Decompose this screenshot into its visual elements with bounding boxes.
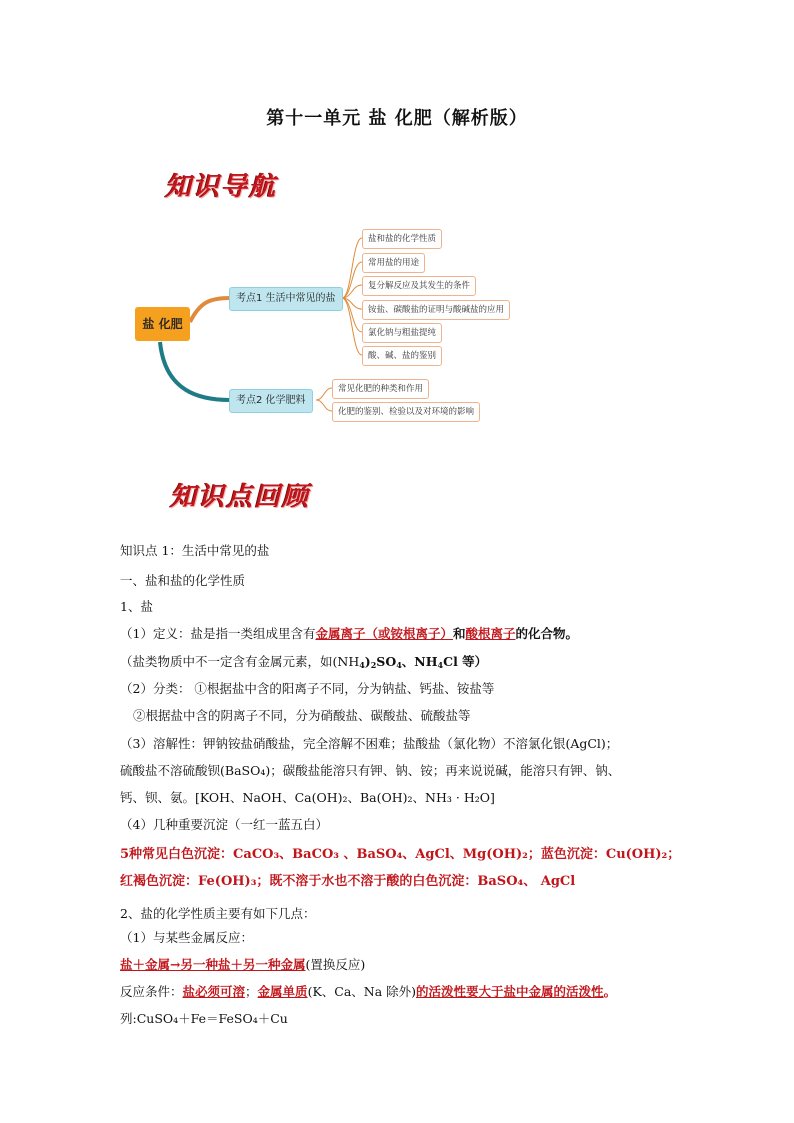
mindmap-kp2: 考点2 化学肥料 — [229, 389, 313, 413]
mindmap-leaf: 化肥的鉴别、检验以及对环境的影响 — [332, 402, 480, 422]
kp1-title: 知识点 1：生活中常见的盐 — [120, 543, 270, 558]
mindmap-root: 盐 化肥 — [135, 307, 190, 341]
mindmap-leaf: 盐和盐的化学性质 — [362, 229, 442, 249]
reaction-condition: 反应条件：盐必须可溶；金属单质(K、Ca、Na 除外)的活泼性要大于盐中金属的活泼性。 — [120, 984, 617, 999]
banner-knowledge-nav: 知识导航 — [165, 172, 278, 202]
mindmap-leaf: 酸、碱、盐的鉴别 — [362, 346, 442, 366]
precipitates-2: 红褐色沉淀：Fe(OH)₃；既不溶于水也不溶于酸的白色沉淀：BaSO₄、 AgCl — [120, 874, 576, 889]
page-title: 第十一单元 盐 化肥（解析版） — [266, 108, 528, 129]
mindmap-kp1: 考点1 生活中常见的盐 — [229, 287, 343, 311]
classification-1: （2）分类： ①根据盐中含的阳离子不同，分为钠盐、钙盐、铵盐等 — [120, 681, 495, 696]
item-heading: 1、盐 — [120, 599, 153, 614]
note: （盐类物质中不一定含有金属元素，如$(NH_4)_2SO_4$、$NH_4Cl$ 等） — [120, 654, 488, 670]
definition: （1）定义：盐是指一类组成里含有金属离子（或铵根离子）和酸根离子的化合物。 — [120, 626, 579, 641]
solubility-1: （3）溶解性：钾钠铵盐硝酸盐，完全溶解不困难；盐酸盐（氯化物）不溶氯化银(AgCl)； — [120, 736, 619, 751]
mindmap-leaf: 复分解反应及其发生的条件 — [362, 276, 476, 296]
branch-kp1 — [190, 298, 230, 322]
mindmap-leaf: 常用盐的用途 — [362, 253, 425, 273]
equation: 盐＋金属→另一种盐＋另一种金属(置换反应) — [120, 957, 366, 972]
precipitates-heading: （4）几种重要沉淀（一红一蓝五白） — [120, 817, 328, 832]
mindmap-leaf: 常见化肥的种类和作用 — [332, 379, 429, 399]
mindmap-leaf: 铵盐、碳酸盐的证明与酸碱盐的应用 — [362, 300, 510, 320]
section-heading: 一、盐和盐的化学性质 — [120, 573, 246, 588]
branch-kp2 — [160, 342, 230, 400]
precipitates-1: 5种常见白色沉淀：CaCO₃、BaCO₃ 、BaSO₄、AgCl、Mg(OH)₂；蓝色沉淀：Cu(OH)₂； — [120, 847, 681, 862]
example-equation: 列:CuSO₄＋Fe＝FeSO₄＋Cu — [120, 1011, 288, 1026]
reaction-heading: （1）与某些金属反应： — [120, 930, 253, 945]
banner-knowledge-review: 知识点回顾 — [170, 482, 311, 512]
solubility-2: 硫酸盐不溶硫酸钡(BaSO₄)；碳酸盐能溶只有钾、钠、铵；再来说说碱，能溶只有钾、钠、 — [120, 763, 621, 778]
item-heading-2: 2、盐的化学性质主要有如下几点： — [120, 906, 316, 921]
mindmap-leaf: 氯化钠与粗盐提纯 — [362, 323, 442, 343]
classification-2: ②根据盐中含的阴离子不同，分为硝酸盐、碳酸盐、硫酸盐等 — [133, 708, 471, 723]
solubility-3: 钙、钡、氨。[KOH、NaOH、Ca(OH)₂、Ba(OH)₂、NH₃ · H₂O] — [120, 790, 495, 805]
